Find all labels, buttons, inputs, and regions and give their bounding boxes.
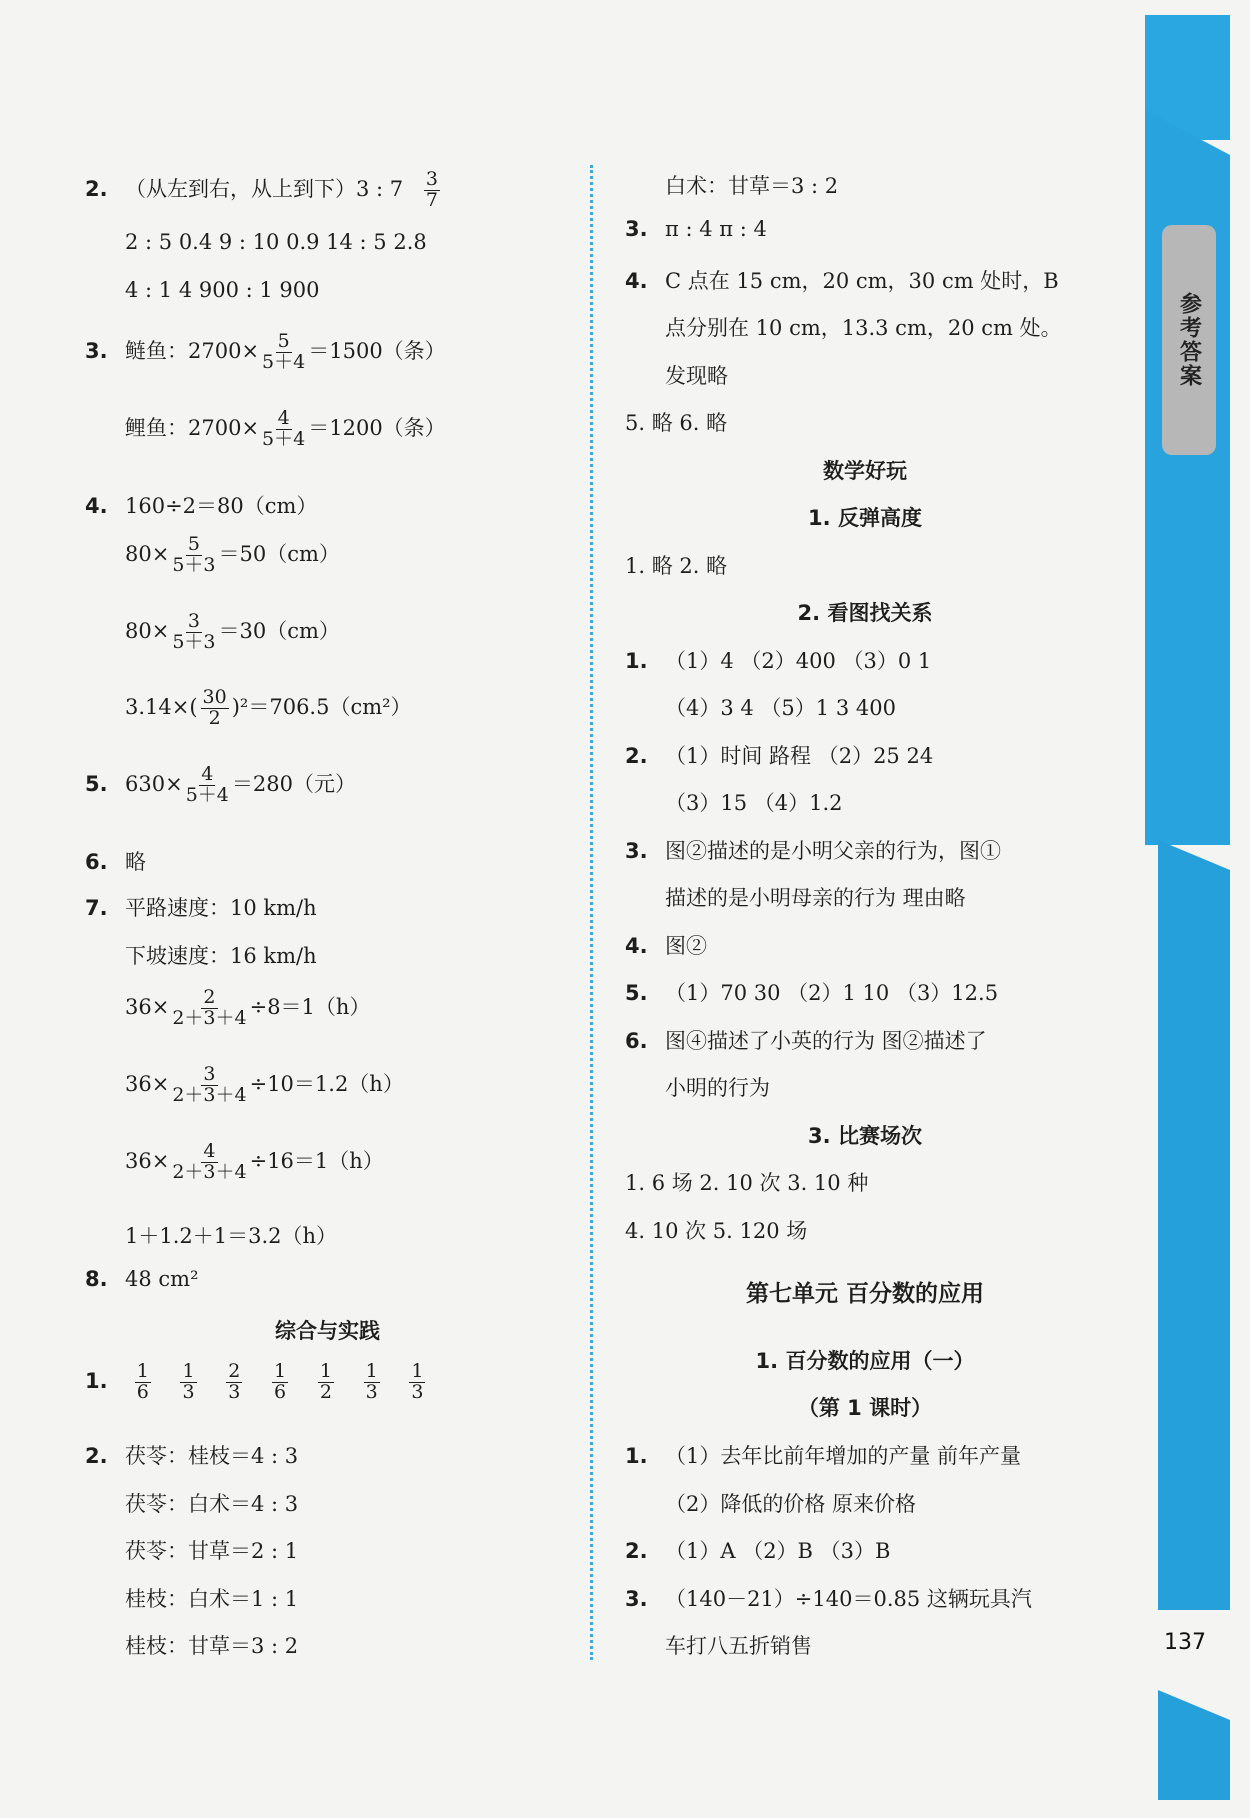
answer-line: 2. 茯苓：桂枝＝4 : 3	[85, 1444, 299, 1468]
answer-line: 1. 略 2. 略	[625, 554, 728, 578]
subsection-heading: 1. 反弹高度	[808, 506, 922, 530]
answer-line: 3.14×( $\frac{30}{2}$ )²＝706.5（cm²）	[125, 686, 412, 729]
answer-line: 4. C 点在 15 cm，20 cm，30 cm 处时，B	[625, 269, 1059, 293]
answer-line: 茯苓：甘草＝2 : 1	[125, 1539, 299, 1563]
subsection-heading: 2. 看图找关系	[797, 601, 933, 625]
answer-line: 车打八五折销售	[665, 1634, 812, 1658]
answer-line: 点分别在 10 cm，13.3 cm，20 cm 处。	[665, 316, 1062, 340]
answer-line: 7. 平路速度：10 km/h	[85, 896, 317, 920]
answer-line: （3）15 （4）1.2	[665, 791, 843, 815]
section-tab-label: 参考答案	[1176, 292, 1202, 388]
answer-line: 4. 10 次 5. 120 场	[625, 1219, 808, 1243]
answer-line: 2. （从左到右，从上到下）3 : 7 $\frac{3}{7}$	[85, 168, 438, 211]
section-heading: 数学好玩	[823, 459, 907, 483]
sidebar-band-bottom	[1158, 1690, 1230, 1800]
answer-line: 3. π : 4 π : 4	[625, 217, 767, 241]
subsection-heading: 3. 比赛场次	[808, 1124, 922, 1148]
answer-line: 5. 630× $\frac{4}{5+4}$ ＝280（元）	[85, 763, 356, 806]
answer-line: 白术：甘草＝3 : 2	[665, 174, 839, 198]
lesson-heading: （第 1 课时）	[797, 1396, 933, 1420]
answer-line: 4 : 1 4 900 : 1 900	[125, 278, 320, 302]
answer-line: 2 : 5 0.4 9 : 10 0.9 14 : 5 2.8	[125, 230, 427, 254]
answer-line: （2）降低的价格 原来价格	[665, 1492, 917, 1516]
answer-line: 4. 160÷2＝80（cm）	[85, 494, 318, 518]
answer-line: 鲤鱼：2700× $\frac{4}{5+4}$ ＝1200（条）	[125, 407, 446, 450]
answer-line: 80× $\frac{3}{5+3}$ ＝30（cm）	[125, 610, 340, 653]
answer-line: 36× $\frac{2}{2+3+4}$ ÷8＝1（h）	[125, 986, 371, 1029]
column-divider	[590, 165, 593, 1660]
answer-line: 3. 图②描述的是小明父亲的行为，图①	[625, 839, 1001, 863]
answer-line: （4）3 4 （5）1 3 400	[665, 696, 896, 720]
answer-line: 描述的是小明母亲的行为 理由略	[665, 886, 966, 910]
subsection-heading: 1. 百分数的应用（一）	[755, 1349, 975, 1373]
unit-heading: 第七单元 百分数的应用	[745, 1281, 984, 1307]
answer-line: 1. （1）4 （2）400 （3）0 1	[625, 649, 932, 673]
answer-line: 茯苓：白术＝4 : 3	[125, 1492, 299, 1516]
answer-line: 1. $\frac{1}{6}$ $\frac{1}{3}$ $\frac{2}{3}$ $\frac{1}{6}$ $\frac{1}{2}$ $\frac{1}{3}$ $\frac{1}{3}$	[85, 1360, 424, 1403]
answer-line: 1＋1.2＋1＝3.2（h）	[125, 1224, 338, 1248]
answer-line: 下坡速度：16 km/h	[125, 944, 317, 968]
answer-line: 2. （1）时间 路程 （2）25 24	[625, 744, 934, 768]
answer-line: 36× $\frac{4}{2+3+4}$ ÷16＝1（h）	[125, 1140, 384, 1183]
page-number: 137	[1164, 1630, 1206, 1655]
answer-line: 1. 6 场 2. 10 次 3. 10 种	[625, 1171, 869, 1195]
answer-line: 6. 图④描述了小英的行为 图②描述了	[625, 1029, 987, 1053]
answer-line: 1. （1）去年比前年增加的产量 前年产量	[625, 1444, 1022, 1468]
sidebar-band	[1145, 110, 1230, 845]
answer-line: 4. 图②	[625, 934, 707, 958]
answer-line: 桂枝：白术＝1 : 1	[125, 1587, 299, 1611]
answer-line: 3. 鲢鱼：2700× $\frac{5}{5+4}$ ＝1500（条）	[85, 330, 446, 373]
section-heading: 综合与实践	[275, 1319, 380, 1343]
answer-line: 8. 48 cm²	[85, 1267, 199, 1291]
section-tab	[1162, 225, 1216, 455]
answer-line: 小明的行为	[665, 1076, 770, 1100]
answer-line: 6. 略	[85, 850, 146, 874]
answer-line: 36× $\frac{3}{2+3+4}$ ÷10＝1.2（h）	[125, 1063, 404, 1106]
answer-line: 桂枝：甘草＝3 : 2	[125, 1634, 299, 1658]
answer-line: 5. 略 6. 略	[625, 411, 728, 435]
answer-line: 5. （1）70 30 （2）1 10 （3）12.5	[625, 981, 999, 1005]
answer-line: 3. （140－21）÷140＝0.85 这辆玩具汽	[625, 1587, 1032, 1611]
answer-line: 发现略	[665, 364, 728, 388]
sidebar-band-lower	[1158, 840, 1230, 1610]
answer-line: 80× $\frac{5}{5+3}$ ＝50（cm）	[125, 533, 340, 576]
answer-line: 2. （1）A （2）B （3）B	[625, 1539, 891, 1563]
